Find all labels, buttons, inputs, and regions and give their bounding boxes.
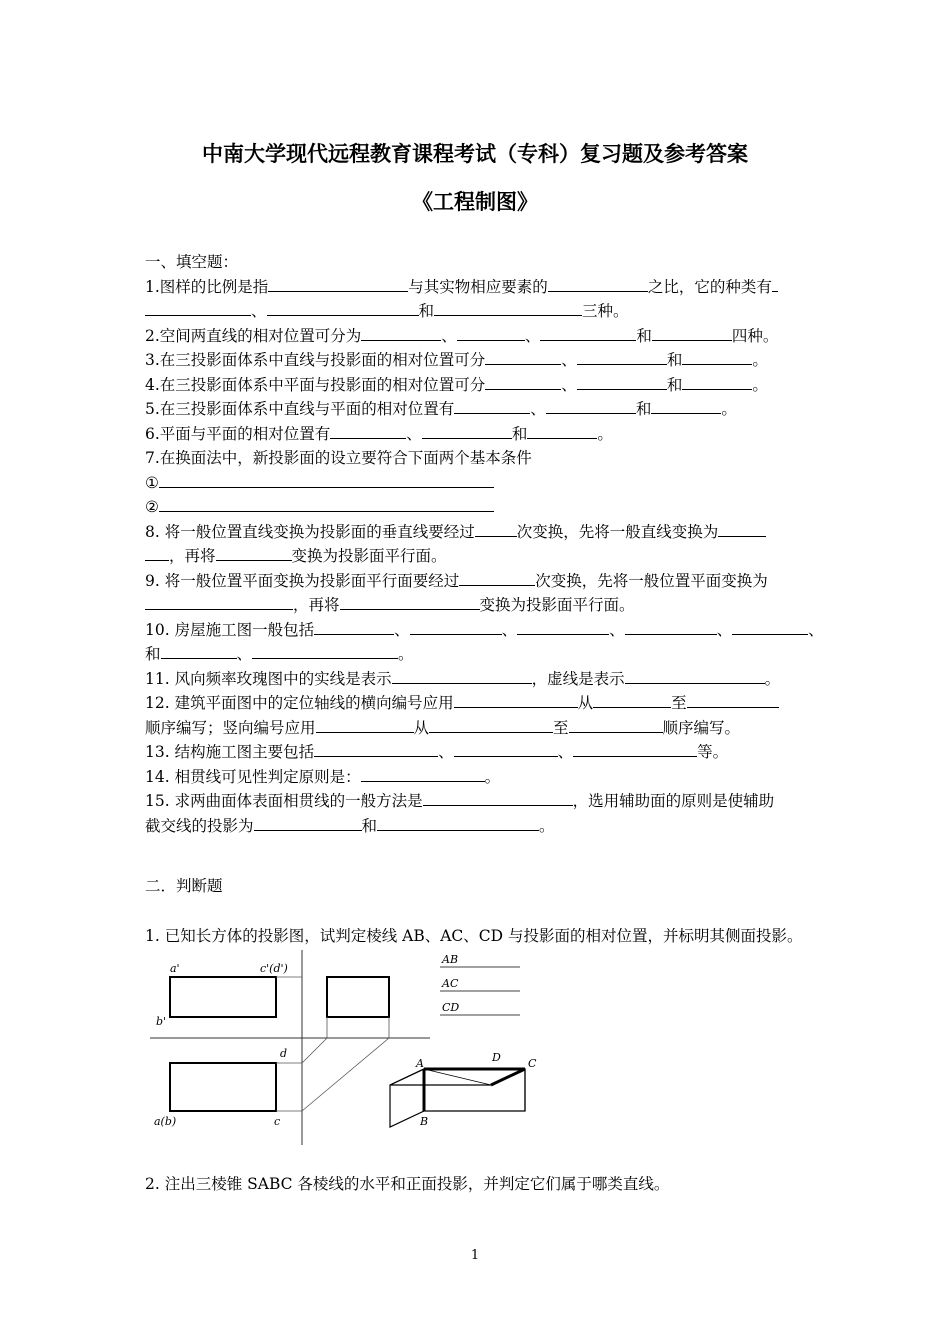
problem-1: 1. 已知长方体的投影图，试判定棱线 AB、AC、CD 与投影面的相对位置，并标明其侧面投影。	[145, 927, 803, 945]
point-B: B	[420, 1115, 429, 1128]
answer-ab-label: AB	[442, 953, 459, 966]
point-D: D	[492, 1051, 501, 1064]
question-12: 12. 建筑平面图中的定位轴线的横向编号应用 从 至	[145, 691, 807, 716]
question-15-cont: 截交线的投影为 和 。	[145, 814, 807, 839]
label-c: c	[274, 1115, 281, 1128]
point-A: A	[416, 1057, 424, 1070]
course-title: 《工程制图》	[412, 190, 538, 214]
label-a-prime: a'	[170, 962, 180, 975]
label-d: d	[280, 1047, 288, 1060]
question-2: 2.空间两直线的相对位置可分为 、 、 和 四种。	[145, 324, 807, 349]
section-2-heading: 二．判断题	[145, 877, 223, 895]
page-number: 1	[470, 1248, 480, 1263]
question-12-cont: 顺序编写；竖向编号应用 从 至 顺序编写。	[145, 716, 807, 741]
question-6: 6.平面与平面的相对位置有 、 和 。	[145, 422, 807, 447]
top-view-rect	[170, 1063, 276, 1111]
problem-2: 2. 注出三棱锥 SABC 各棱线的水平和正面投影，并判定它们属于哪类直线。	[145, 1175, 670, 1193]
label-ab: a(b)	[154, 1115, 177, 1128]
question-7-item-2: ②	[145, 495, 807, 520]
question-5: 5.在三投影面体系中直线与平面的相对位置有 、 和 。	[145, 397, 807, 422]
question-8: 8. 将一般位置直线变换为投影面的垂直线要经过 次变换，先将一般直线变换为	[145, 520, 807, 545]
answer-ac-label: AC	[442, 977, 459, 990]
section-heading: 一、填空题：	[145, 253, 239, 271]
side-view-rect	[327, 977, 389, 1017]
fill-in-section	[145, 250, 824, 838]
front-view-rect	[170, 977, 276, 1017]
question-9: 9. 将一般位置平面变换为投影面平行面要经过 次变换，先将一般位置平面变换为	[145, 569, 807, 594]
projection-figure	[150, 945, 550, 1150]
document-title: 中南大学现代远程教育课程考试（专科）复习题及参考答案	[202, 142, 748, 166]
question-14: 14. 相贯线可见性判定原则是： 。	[145, 765, 807, 790]
question-8-cont: ，再将 变换为投影面平行面。	[145, 544, 807, 569]
question-7: 7.在换面法中，新投影面的设立要符合下面两个基本条件	[145, 449, 532, 467]
question-11: 11. 风向频率玫瑰图中的实线是表示 ，虚线是表示 。	[145, 667, 807, 692]
question-7-item-1: ①	[145, 471, 807, 496]
question-10: 10. 房屋施工图一般包括 、 、 、 、 、	[145, 618, 807, 643]
point-C: C	[528, 1057, 537, 1070]
question-3: 3.在三投影面体系中直线与投影面的相对位置可分 、 和 。	[145, 348, 807, 373]
question-1: 1.图样的比例是指 与其实物相应要素的 之比，它的种类有	[145, 275, 807, 300]
question-4: 4.在三投影面体系中平面与投影面的相对位置可分 、 和 。	[145, 373, 807, 398]
answer-cd-label: CD	[442, 1001, 460, 1014]
question-9-cont: ，再将 变换为投影面平行面。	[145, 593, 807, 618]
label-cd-prime: c'(d')	[260, 962, 288, 975]
question-10-cont: 和 、 。	[145, 642, 807, 667]
question-15: 15. 求两曲面体表面相贯线的一般方法是 ，选用辅助面的原则是使辅助	[145, 789, 807, 814]
label-b-prime: b'	[156, 1015, 167, 1028]
question-1-cont: 、 和 三种。	[145, 299, 807, 324]
question-13: 13. 结构施工图主要包括 、 、 等。	[145, 740, 807, 765]
isometric-box	[390, 1069, 525, 1127]
